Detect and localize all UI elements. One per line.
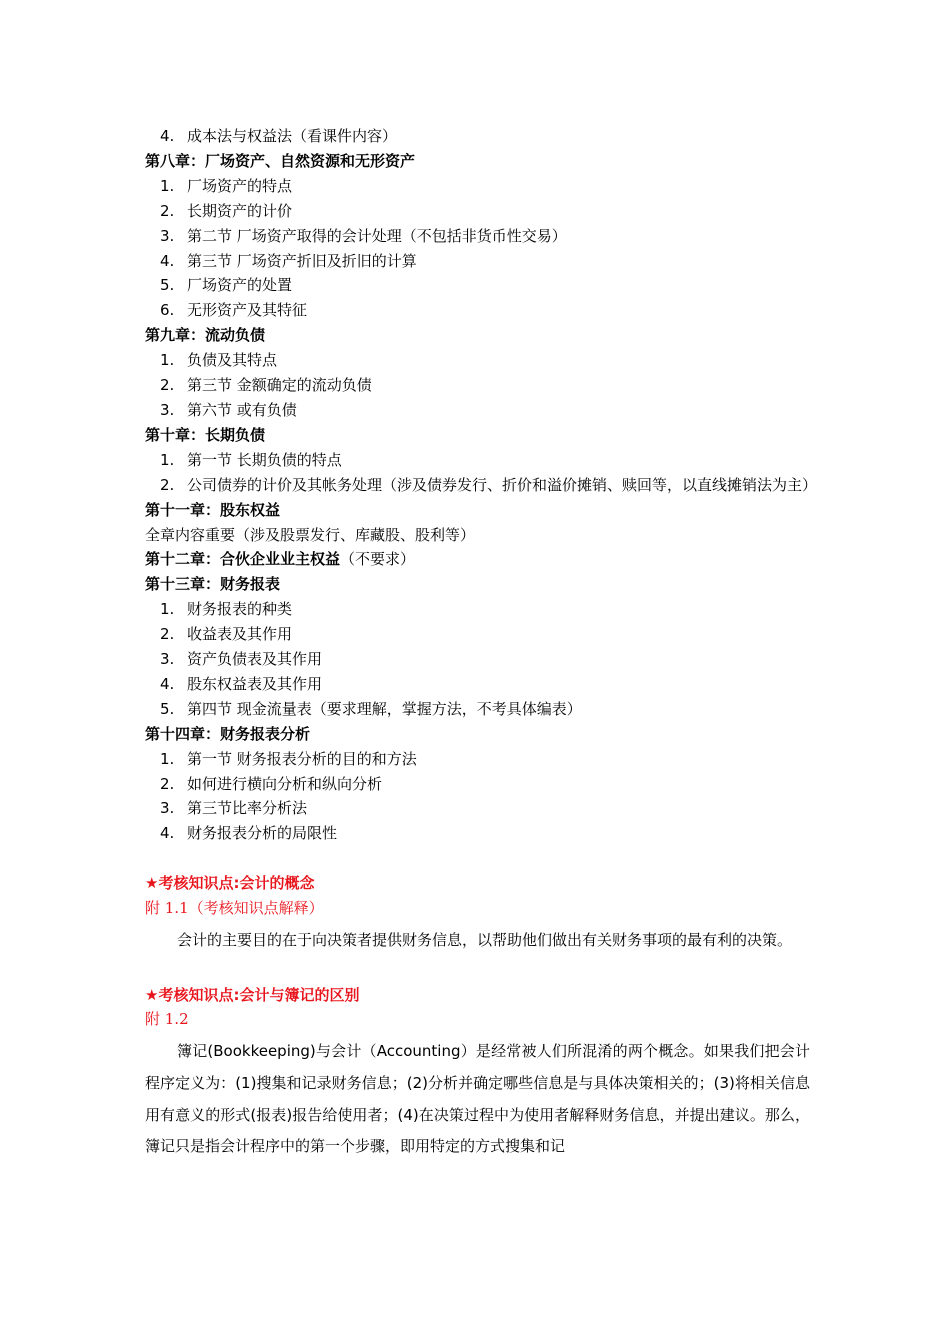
list-item-number: 3. (160, 799, 175, 818)
list-item-text: 公司债券的计价及其帐务处理（涉及债券发行、折价和溢价摊销、赎回等，以直线摊销法为主） (187, 475, 818, 494)
outline-list-item (145, 373, 810, 398)
knowledge-point-section (145, 871, 810, 956)
knowledge-points (145, 871, 810, 1163)
list-item-number: 1. (160, 351, 175, 370)
outline-list-item (145, 796, 810, 821)
list-item-text: 第三节 厂场资产折旧及折旧的计算 (187, 251, 417, 270)
knowledge-point-title: ★考核知识点:会计的概念 (145, 874, 315, 893)
list-item-number: 2. (160, 201, 175, 220)
list-item-text: 无形资产及其特征 (187, 301, 308, 320)
outline-list-item (145, 398, 810, 423)
list-item-text: 长期资产的计价 (187, 201, 293, 220)
list-item-text: 厂场资产的特点 (187, 176, 293, 195)
list-item-text: 第三节比率分析法 (187, 799, 308, 818)
list-item-number: 4. (160, 251, 175, 270)
list-item-text: 财务报表的种类 (187, 600, 293, 619)
list-item-text: 第三节 金额确定的流动负债 (187, 376, 372, 395)
list-item-text: 第四节 现金流量表（要求理解，掌握方法，不考具体编表） (187, 699, 582, 718)
list-item-text: 股东权益表及其作用 (187, 674, 323, 693)
outline-list-item (145, 597, 810, 622)
list-item-number: 4. (160, 127, 175, 145)
list-item-number: 6. (160, 301, 175, 320)
list-item-number: 1. (160, 600, 175, 619)
list-item-text: 负债及其特点 (187, 351, 278, 370)
chapter-heading (145, 423, 810, 448)
list-item-number: 2. (160, 625, 175, 644)
outline-list-item (145, 224, 810, 249)
outline-list-item (145, 124, 810, 149)
outline-list-item (145, 473, 818, 498)
list-item-number: 5. (160, 699, 175, 718)
chapter-heading (145, 722, 810, 747)
outline-list-item (145, 772, 810, 797)
outline-list-item (145, 647, 810, 672)
list-item-text: 财务报表分析的局限性 (187, 824, 338, 843)
outline-list-item (145, 747, 810, 772)
list-item-text: 第一节 长期负债的特点 (187, 450, 342, 469)
knowledge-point-subtitle: 附 1.1（考核知识点解释） (145, 899, 324, 918)
knowledge-point-title: ★考核知识点:会计与簿记的区别 (145, 985, 360, 1004)
chapter-title: 第十二章：合伙企业业主权益 (145, 550, 341, 569)
chapter-heading (145, 547, 810, 572)
outline-list-item (145, 298, 810, 323)
list-item-number: 5. (160, 276, 175, 295)
document-content (145, 124, 818, 1163)
outline-list-item (145, 622, 810, 647)
list-item-text: 如何进行横向分析和纵向分析 (187, 774, 383, 793)
list-item-text: 资产负债表及其作用 (187, 650, 323, 669)
chapter-title: 第十四章：财务报表分析 (145, 724, 311, 743)
knowledge-point-section (145, 983, 810, 1163)
list-item-text: 收益表及其作用 (187, 625, 293, 644)
list-item-text: 成本法与权益法（看课件内容） (187, 127, 398, 145)
section-spacer (145, 846, 810, 871)
chapter-title: 第八章：厂场资产、自然资源和无形资产 (145, 151, 416, 170)
outline-list-item (145, 697, 810, 722)
list-item-number: 3. (160, 226, 175, 245)
list-item-number: 4. (160, 674, 175, 693)
chapter-heading (145, 572, 810, 597)
chapter-heading (145, 498, 810, 523)
outline-list-item (145, 672, 810, 697)
chapter-heading (145, 149, 810, 174)
list-item-number: 2. (160, 475, 175, 494)
list-item-text: 厂场资产的处置 (187, 276, 293, 295)
chapter-title: 第九章：流动负债 (145, 326, 266, 345)
list-item-text: 第一节 财务报表分析的目的和方法 (187, 749, 417, 768)
section-gap (145, 957, 810, 983)
list-item-text: 第六节 或有负债 (187, 400, 297, 419)
chapter-title: 第十三章：财务报表 (145, 575, 281, 594)
course-outline (145, 124, 818, 846)
plain-text-line: 全章内容重要（涉及股票发行、库藏股、股利等） (145, 525, 476, 544)
outline-list-item (145, 174, 810, 199)
knowledge-point-body: 簿记(Bookkeeping)与会计（Accounting）是经常被人们所混淆的两个概念。如果我们把会计程序定义为：(1)搜集和记录财务信息；(2)分析并确定哪些信息是与具体决策相关的；(3)将相关信息用有意义的形式(报表)报告给使用者；(4)在决策过程中为使用者解释财务信息，并提出建议。那么，簿记只是指会计程序中的第一个步骤，即用特定的方式搜集和记 (145, 1042, 810, 1156)
list-item-number: 1. (160, 749, 175, 768)
chapter-note: （不要求） (340, 550, 416, 569)
knowledge-point-subtitle: 附 1.2 (145, 1010, 189, 1029)
outline-list-item (145, 821, 810, 846)
list-item-number: 3. (160, 400, 175, 419)
outline-list-item (145, 249, 810, 274)
chapter-title: 第十章：长期负债 (145, 425, 266, 444)
outline-list-item (145, 448, 810, 473)
chapter-heading (145, 323, 810, 348)
knowledge-point-body: 会计的主要目的在于向决策者提供财务信息，以帮助他们做出有关财务事项的最有利的决策。 (177, 930, 793, 949)
list-item-number: 2. (160, 376, 175, 395)
list-item-number: 3. (160, 650, 175, 669)
list-item-number: 2. (160, 774, 175, 793)
chapter-title: 第十一章：股东权益 (145, 500, 281, 519)
outline-list-item (145, 199, 810, 224)
list-item-text: 第二节 厂场资产取得的会计处理（不包括非货币性交易） (187, 226, 567, 245)
list-item-number: 4. (160, 824, 175, 843)
list-item-number: 1. (160, 450, 175, 469)
outline-list-item (145, 348, 810, 373)
outline-list-item (145, 273, 810, 298)
list-item-number: 1. (160, 176, 175, 195)
